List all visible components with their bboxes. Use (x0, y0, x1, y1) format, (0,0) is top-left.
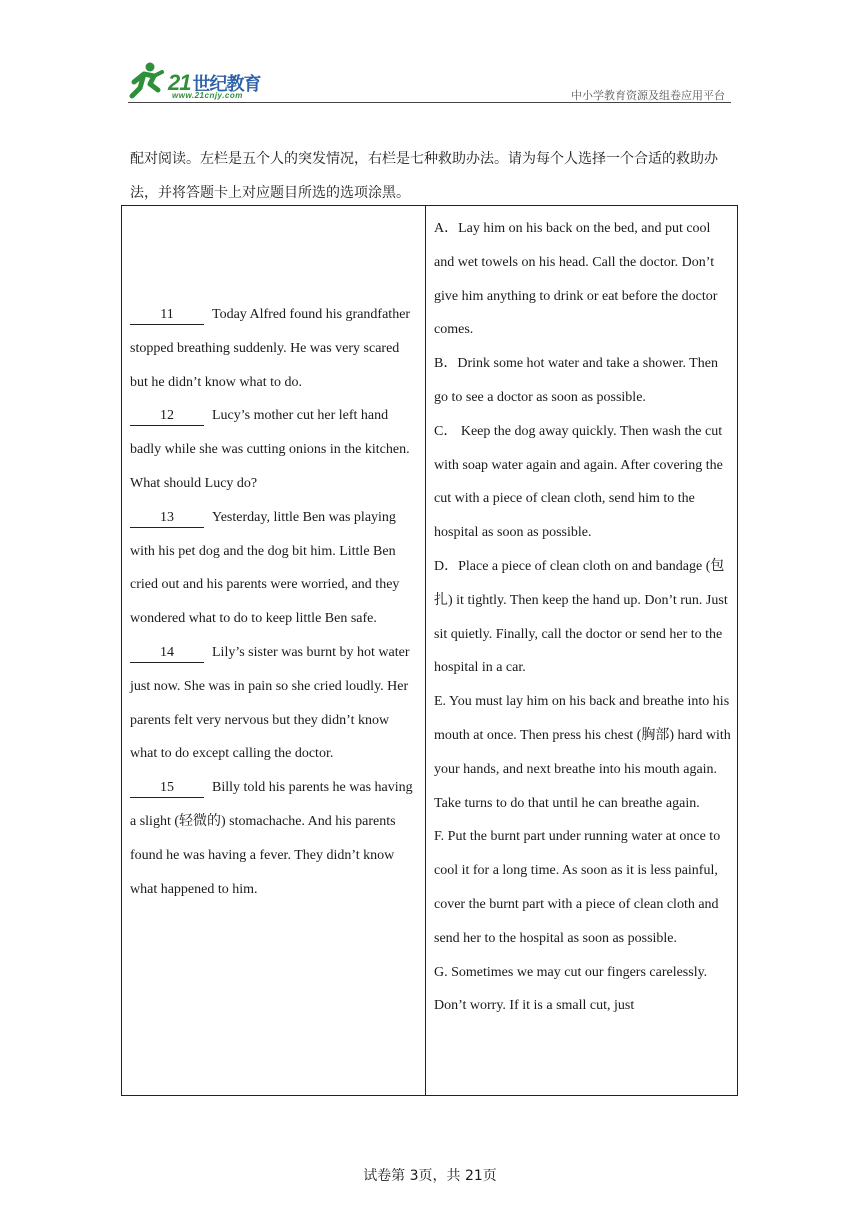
question-text: Yesterday, little Ben was playing with his pet dog and the dog bit him. Little Ben cried out and his parents were worried, and they wondered what to do to keep little Ben safe. (130, 509, 400, 627)
option-f: F. Put the burnt part under running water at once to cool it for a long time. As soon as it is less painful, cover the burnt part with a piece of clean cloth and send her to the hospital as soon as possible. (434, 829, 721, 946)
option-g: G. Sometimes we may cut our fingers carelessly. Don’t worry. If it is a small cut, just (434, 964, 708, 1014)
question-item (130, 771, 418, 906)
options-column (434, 212, 734, 1090)
header-divider (128, 102, 731, 103)
question-text: Lily’s sister was burnt by hot water just now. She was in pain so she cried loudly. Her parents felt very nervous but they didn’t know what to do except calling the doctor. (130, 644, 410, 762)
option-b: B．Drink some hot water and take a shower. Then go to see a doctor as soon as possible. (434, 356, 718, 405)
answer-blank[interactable]: 15 (130, 779, 204, 798)
question-item (130, 298, 418, 399)
option-a: A．Lay him on his back on the bed, and put cool and wet towels on his head. Call the doctor. Don’t give him anything to drink or eat before the doctor comes. (434, 221, 718, 338)
site-logo (128, 60, 288, 104)
question-text: Today Alfred found his grandfather stopped breathing suddenly. He was very scared but he didn’t know what to do. (130, 307, 411, 390)
runner-logo-icon (128, 60, 168, 100)
option-d: D．Place a piece of clean cloth on and bandage (包扎) it tightly. Then keep the hand up. Don’t run. Just sit quietly. Finally, call the doctor or send her to the hospital in a car. (434, 558, 728, 676)
logo-url: www.21cnjy.com (172, 91, 243, 100)
question-text: Lucy’s mother cut her left hand badly while she was cutting onions in the kitchen. What should Lucy do? (130, 408, 410, 491)
answer-blank[interactable]: 14 (130, 644, 204, 663)
question-text: Billy told his parents he was having a slight (轻微的) stomachache. And his parents found he was having a fever. They didn’t know what happened to him. (130, 780, 413, 897)
question-item (130, 636, 418, 771)
answer-blank[interactable]: 12 (130, 407, 204, 426)
page-footer: 试卷第 3页，共 21页 (363, 1168, 497, 1184)
answer-blank[interactable]: 13 (130, 509, 204, 528)
question-item (130, 399, 418, 500)
option-e: E. You must lay him on his back and breathe into his mouth at once. Then press his chest (胸部) hard with your hands, and next breathe into his mouth again. Take turns to do that until he can breathe again. (434, 694, 731, 811)
option-c: C． Keep the dog away quickly. Then wash the cut with soap water again and again. After covering the cut with a piece of clean cloth, send him to the hospital as soon as possible. (434, 423, 723, 541)
instructions: 配对阅读。左栏是五个人的突发情况，右栏是七种救助办法。请为每个人选择一个合适的救助办法，并将答题卡上对应题目所选的选项涂黑。 (130, 151, 718, 201)
logo-wordmark: 21 世纪教育 (168, 70, 261, 95)
question-item (130, 501, 418, 636)
page-header (128, 60, 731, 104)
questions-column (130, 298, 418, 906)
answer-blank[interactable]: 11 (130, 306, 204, 325)
platform-name: 中小学教育资源及组卷应用平台 (571, 89, 725, 102)
matching-table (121, 205, 738, 1096)
column-divider (425, 206, 426, 1095)
